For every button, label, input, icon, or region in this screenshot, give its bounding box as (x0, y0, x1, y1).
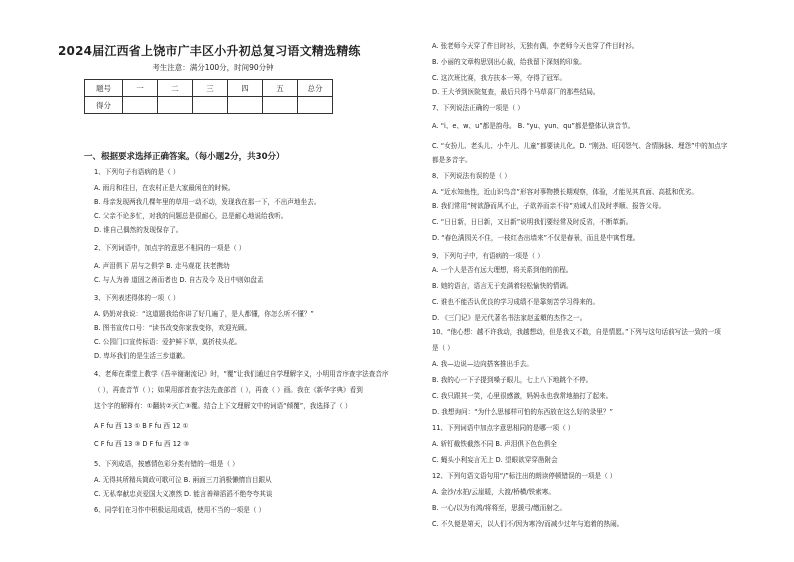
question-stem-cont: 是（ ） (432, 344, 454, 352)
option: C. 我只跟其一笑，心里很感激，妈妈永也我常地抽打了起来。 (432, 392, 613, 400)
question-stem: 5、下列成语，按感情色彩分类有错的一组是（ ） (94, 460, 239, 468)
option: C. “女扮儿、老头儿、小牛儿、儿童”都要读儿化。D. “刚劲、旺冈怨气、含情脉脉、埋怨”中的加点字 (432, 142, 728, 150)
score-cell[interactable] (263, 97, 298, 114)
option: A. “i、e、w、u”都是韵母。 B. “yu、yun、qu”都是整体认读音节。 (432, 122, 635, 130)
option: A. 张老师今天穿了件目时衫，无独有偶，李老师今天也穿了件目时衫。 (432, 42, 639, 50)
option: A. 斩钉截铁截然不同 B. 声泪俱下色色俱全 (432, 440, 557, 448)
option: A. 无得其所精兵简政可歌可泣 B. 兩面三刀消极懒惰盲目跟从 (94, 476, 272, 484)
option: D. 王大爷到医院复查，最后只得个马草喜厂的那些结局。 (432, 88, 600, 96)
exam-title: 2024届江西省上饶市广丰区小升初总复习语文精选精练 (58, 44, 361, 58)
option: C. 父亲不论多忙，对我的问题总是很耐心，总是耐心地说给我听。 (94, 212, 288, 220)
option: B. 她的语言，语言无于充满着轻松愉快的情调。 (432, 282, 573, 290)
option: A. 我—边说—边向搭客推出手去。 (432, 360, 533, 368)
score-col-header: 题号 (85, 80, 123, 97)
option: B. 母亲发现两我几棵年里的草用一动不动，发现我在那一下，不出声地坐去。 (94, 198, 321, 206)
option: C. 这次班比赛，我方扶本一筹，夺得了冠军。 (432, 74, 567, 82)
option: D. 卑坏我们的是生活三步道歉。 (94, 352, 189, 360)
score-table-header-row (85, 80, 333, 97)
exam-notice: 考生注意：满分100分，时间90分钟 (152, 63, 274, 72)
score-col-header: 二 (158, 80, 193, 97)
option: D. 谁自己偶然的发现保存了。 (94, 226, 183, 234)
option: C. 蝇头小利妄言无上 D. 望眼欲穿穿凿附会 (432, 456, 558, 464)
option-cont: 都是多音字。 (432, 156, 472, 164)
score-col-header: 四 (228, 80, 263, 97)
option: C. 与人为善 道固之善而者也 D. 自古及今 及日中则如盘盂 (94, 276, 264, 284)
option: C. 无私奉献忠贞爱国大义凛然 D. 能言善辩滔滔不绝夸夸其谈 (94, 490, 273, 498)
question-stem: 9、下列句子中，有语病的一项是（ ） (432, 252, 544, 260)
question-stem: 4、老师在课堂上教学《吾辛谢谢流记》时，“覆”让我们通过自学理解字义，小明用音序查字法查音序 (94, 370, 389, 378)
question-stem: 8、下列说法有误的是（ ） (432, 172, 511, 180)
section-heading: 一、根据要求选择正确答案。（每小题2分，共30分） (84, 152, 285, 162)
question-stem-cont: （ ），再查音节（ ）；如果用部首查字法先查部首（ ），再查（ ）画。我在《新华字典》看到 (94, 386, 363, 394)
option: A F fu 西 13 ① B F fu 西 12 ① (94, 422, 189, 430)
score-row-label: 得分 (85, 97, 123, 114)
question-stem: 11、下列词语中加点字意思相同的是哪一项（ ） (432, 424, 575, 432)
option: A. 一个人是否有远大理想，将关系到他的前程。 (432, 266, 573, 274)
question-stem: 7、下列说法正确的一项是（ ） (432, 104, 525, 112)
option: C. 公园门口宣传标语：爱护鲜下草，莫折枝头花。 (94, 338, 242, 346)
option: A. 奶奶对我说：“这道题我给你讲了好几遍了，是人都懂，你怎么听不懂？” (94, 310, 314, 318)
option: D. 我想询问：“为什么思郁样可怕的东西放在这么好的录里？” (432, 408, 613, 416)
option: A. 金沙/水拍/云崖暖，大渡/桥横/铁索寒。 (432, 488, 555, 496)
option: C. 不久便是第天，以人们不/因为寒冷/而减少过年与追着的热闹。 (432, 520, 624, 528)
score-table-row (85, 97, 333, 114)
option: B. 图书宣传口号：“读书改变你家我变你，欢迎光顾。 (94, 324, 252, 332)
question-stem: 6、同学们在习作中积极运用成语，使用不当的一项是（ ） (94, 506, 266, 514)
question-stem: 10、“他心想：越不许我动，我越想动，但是我又不敢，自是情愿。”下列与这句话前写法一致的一项 (432, 328, 721, 336)
score-col-header: 一 (123, 80, 158, 97)
option: B. 我的心一下子提到嗓子眼儿，七上八下地跳个不停。 (432, 376, 593, 384)
score-cell[interactable] (193, 97, 228, 114)
option: B. 小丽的文章构思别出心裁，给我留下深刻的印象。 (432, 58, 586, 66)
option: B. 一心/以为有鸿/将将至，思援弓/缴而射之。 (432, 504, 567, 512)
option: B. 我们常用“树欲静而风不止，子欲养而亲不待”劝诫人们及时孝顺、报答父母。 (432, 202, 666, 210)
question-stem: 12、下列句语文语句用“/”标注出的朗读停顿错误的一项是（ ） (432, 472, 617, 480)
option: D. 《三门记》是元代著名书法家赵孟頫的杰作之一。 (432, 314, 587, 322)
question-stem: 1、下列句子有语病的是（ ） (94, 168, 180, 176)
option: A. 声泪俱下 居与之俱学 B. 走马观花 扶老携幼 (94, 262, 230, 270)
option: C. “日日新，日日新，又日新”说明我们要经常及时反省，不断革新。 (432, 218, 633, 226)
score-cell[interactable] (298, 97, 333, 114)
option: A. 雨月和往日，在农村正是大家最闲在的时候。 (94, 184, 235, 192)
score-cell[interactable] (228, 97, 263, 114)
score-col-header: 五 (263, 80, 298, 97)
question-stem: 2、下列词语中，加点字的意思不相同的一项是（ ） (94, 244, 246, 252)
option: C. 谁也不能否认优良的学习成绩不是靠刻苦学习得来的。 (432, 298, 600, 306)
option: D. “春色满园关不住，一枝红杏出墙来”不仅是春景，而且是中寓哲理。 (432, 234, 640, 242)
score-col-header: 总分 (298, 80, 333, 97)
score-cell[interactable] (158, 97, 193, 114)
score-cell[interactable] (123, 97, 158, 114)
score-table (84, 79, 333, 114)
question-stem: 3、下列表述得体的一项（ ） (94, 294, 180, 302)
score-col-header: 三 (193, 80, 228, 97)
question-stem-cont: 这个字的解释有：①翻转②灭亡③覆。结合上下文理解文中的词语“倾覆”，我选择了（ ） (94, 402, 352, 410)
option: A. “近水知鱼性，近山识鸟音”形容对事物摸长期观察，体验，才能见其真面、高抵和优劣。 (432, 188, 698, 196)
option: C F fu 西 13 ③ D F fu 西 12 ③ (94, 440, 190, 448)
